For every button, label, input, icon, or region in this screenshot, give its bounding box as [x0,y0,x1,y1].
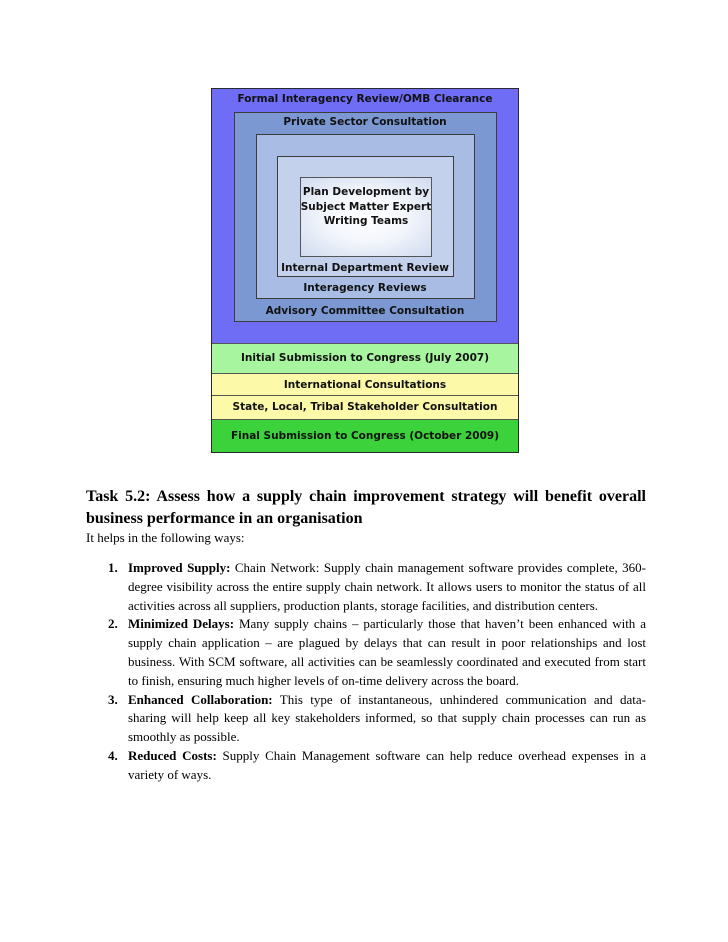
advisory-committee-label: Advisory Committee Consultation [265,305,465,317]
item-term: Reduced Costs: [128,747,217,763]
item-number: 3. [108,691,118,707]
list-item [86,559,646,615]
item-number: 4. [108,747,118,763]
item-term: Enhanced Collaboration: [128,691,273,707]
private-sector-label: Private Sector Consultation [283,116,447,128]
list-item [86,747,646,785]
formal-review-zone [212,89,518,343]
plan-development-label: Plan Development by Subject Matter Expert Writing Teams [300,186,432,227]
item-term: Improved Supply: [128,560,231,575]
item-text: Chain Network: Supply chain management software provides complete, 360-degree visibility across the entire supply chain network. It allows users to monitor the status of all activities across all suppliers, production plants, storage facilities, and distribution centers. [128,560,646,613]
international-consultations-band: International Consultations [212,373,518,395]
final-submission-band: Final Submission to Congress (October 2009) [212,419,518,452]
formal-review-label: Formal Interagency Review/OMB Clearance [237,93,493,105]
item-text: This type of instantaneous, unhindered communication and data-sharing will help keep all key stakeholders informed, so that supply chain processes can run as smoothly as possible. [128,691,646,745]
interagency-label: Interagency Reviews [303,282,427,294]
item-text: Supply Chain Management software can help reduce overhead expenses in a variety of ways. [128,747,646,782]
item-term: Minimized Delays: [128,616,235,632]
benefits-list [86,559,646,785]
stakeholder-consultation-band: State, Local, Tribal Stakeholder Consultation [212,395,518,419]
item-number: 1. [108,560,118,575]
list-item [86,615,646,690]
initial-submission-band: Initial Submission to Congress (July 2007) [212,343,518,373]
item-text: Many supply chains – particularly those that haven’t been enhanced with a supply chain application – are plagued by delays that can result in poor relationships and lost business. With SCM software, all activities can be seamlessly coordinated and executed from start to finish, ensuring much higher levels of on-time delivery across the board. [128,616,647,688]
task-heading: Task 5.2: Assess how a supply chain improvement strategy will benefit overall business performance in an organisation [86,488,646,527]
process-diagram [211,88,519,453]
item-number: 2. [108,616,118,632]
internal-review-label: Internal Department Review [281,262,449,274]
intro-text: It helps in the following ways: [86,530,245,545]
list-item [86,691,646,747]
